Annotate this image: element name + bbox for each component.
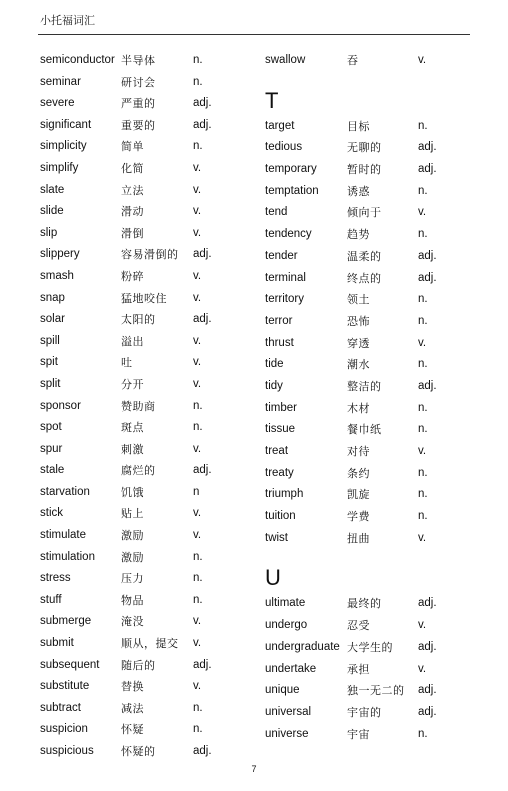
vocab-entry (40, 633, 240, 655)
vocab-word: submerge (40, 615, 92, 628)
vocab-translation: 宇宙 (347, 727, 370, 741)
vocab-translation: 腐烂的 (121, 464, 156, 478)
vocab-part-of-speech: n. (193, 421, 203, 434)
vocab-part-of-speech: adj. (193, 248, 212, 261)
vocab-translation: 怀疑 (121, 723, 144, 737)
vocab-word: tidy (265, 379, 283, 392)
vocab-part-of-speech: v. (193, 377, 202, 390)
vocab-part-of-speech: adj. (418, 705, 437, 718)
vocab-word: swallow (265, 54, 306, 66)
vocab-part-of-speech: v. (418, 445, 427, 457)
vocab-word: stimulate (40, 529, 87, 542)
vocab-word: spit (40, 356, 58, 369)
vocab-part-of-speech: n. (418, 423, 428, 436)
vocab-part-of-speech: n. (418, 466, 428, 479)
vocab-translation: 太阳的 (121, 313, 156, 327)
vocab-translation: 贴上 (121, 507, 144, 521)
vocab-word: subsequent (40, 658, 100, 671)
vocab-entry (40, 72, 240, 94)
vocab-entry (265, 528, 465, 550)
vocab-entry (265, 311, 465, 333)
vocab-word: spot (40, 421, 62, 434)
vocab-entry (265, 137, 465, 159)
vocab-word: treat (265, 445, 289, 457)
vocab-translation: 猛地咬住 (121, 291, 167, 305)
vocab-translation: 恐怖 (347, 314, 370, 328)
vocab-translation: 替换 (121, 680, 144, 694)
vocab-entry (40, 374, 240, 396)
section-letter-u: U (265, 565, 281, 591)
vocab-translation: 激励 (121, 550, 144, 564)
vocab-word: stick (40, 507, 63, 520)
right-column (265, 50, 465, 745)
vocab-word: temporary (265, 163, 317, 176)
vocab-part-of-speech: adj. (418, 640, 437, 653)
vocab-entry (265, 268, 465, 290)
vocab-word: tuition (265, 510, 296, 523)
vocab-word: significant (40, 118, 92, 131)
vocab-word: tendency (265, 228, 312, 241)
vocab-entry (40, 201, 240, 223)
vocab-entry (40, 309, 240, 331)
vocab-word: timber (265, 401, 297, 414)
vocab-translation: 木材 (347, 401, 370, 415)
vocab-part-of-speech: n. (418, 510, 428, 523)
vocab-entry (265, 202, 465, 224)
vocab-entry (40, 503, 240, 525)
vocab-word: tedious (265, 141, 303, 154)
vocab-part-of-speech: n. (193, 723, 203, 736)
vocab-part-of-speech: n. (193, 572, 203, 585)
vocab-entry (40, 676, 240, 698)
vocab-word: subtract (40, 701, 81, 714)
vocab-entry (40, 93, 240, 115)
vocab-word: slippery (40, 248, 80, 261)
vocab-part-of-speech: v. (193, 442, 202, 455)
vocab-entry (40, 115, 240, 137)
vocab-translation: 斑点 (121, 421, 144, 435)
vocab-translation: 潮水 (347, 358, 370, 372)
vocab-entry (40, 417, 240, 439)
vocab-entry (265, 289, 465, 311)
vocab-word: terror (265, 314, 293, 327)
vocab-part-of-speech: n. (193, 140, 203, 153)
vocab-part-of-speech: v. (418, 336, 427, 349)
vocab-word: substitute (40, 680, 90, 693)
vocab-part-of-speech: v. (418, 619, 427, 632)
vocab-part-of-speech: adj. (193, 745, 212, 757)
vocab-part-of-speech: v. (193, 637, 202, 650)
page-number: 7 (251, 764, 257, 774)
vocab-word: sponsor (40, 399, 81, 412)
vocab-translation: 容易滑倒的 (121, 248, 179, 262)
vocab-entry (40, 525, 240, 547)
vocab-part-of-speech: v. (193, 161, 202, 174)
vocab-translation: 忍受 (347, 619, 370, 633)
vocab-part-of-speech: adj. (418, 249, 437, 262)
vocab-part-of-speech: v. (193, 226, 202, 239)
vocab-part-of-speech: n. (418, 358, 428, 371)
vocab-translation: 穿透 (347, 336, 370, 350)
vocab-translation: 压力 (121, 572, 144, 586)
vocab-part-of-speech: n. (418, 314, 428, 327)
vocab-translation: 减法 (121, 701, 144, 715)
vocab-translation: 餐巾纸 (347, 423, 382, 437)
vocab-translation: 目标 (347, 119, 370, 133)
vocab-translation: 宇宙的 (347, 705, 382, 719)
vocab-part-of-speech: n. (193, 593, 203, 606)
vocab-translation: 倾向于 (347, 206, 382, 220)
vocab-part-of-speech: adj. (193, 464, 212, 477)
vocab-entry (265, 333, 465, 355)
vocab-part-of-speech: n. (418, 488, 428, 501)
vocab-part-of-speech: v. (193, 183, 202, 196)
vocab-word: stuff (40, 593, 62, 606)
vocab-entry (265, 484, 465, 506)
vocab-part-of-speech: v. (418, 531, 427, 544)
vocab-translation: 领土 (347, 293, 370, 307)
vocab-part-of-speech: v. (193, 680, 202, 693)
vocab-translation: 简单 (121, 140, 144, 154)
vocab-part-of-speech: adj. (418, 141, 437, 154)
header-divider (38, 34, 470, 35)
vocab-word: terminal (265, 271, 306, 284)
vocab-translation: 吐 (121, 356, 133, 370)
vocab-word: territory (265, 293, 304, 306)
vocab-entry (265, 50, 465, 72)
vocab-word: smash (40, 269, 74, 282)
vocab-word: submit (40, 637, 74, 650)
vocab-part-of-speech: n. (418, 184, 428, 197)
vocab-word: triumph (265, 488, 304, 501)
vocab-entry (40, 396, 240, 418)
vocab-word: undertake (265, 662, 317, 675)
vocab-word: slate (40, 183, 65, 196)
vocab-translation: 学费 (347, 510, 370, 524)
vocab-part-of-speech: n. (193, 75, 203, 88)
vocab-word: slide (40, 205, 64, 218)
vocab-entry (265, 246, 465, 268)
vocab-word: unique (265, 684, 300, 697)
vocab-word: spill (40, 334, 60, 347)
vocab-translation: 对待 (347, 445, 370, 458)
vocab-translation: 无聊的 (347, 141, 382, 155)
vocab-entry (40, 590, 240, 612)
vocab-part-of-speech: n. (418, 119, 428, 132)
vocab-part-of-speech: adj. (193, 118, 212, 131)
vocab-part-of-speech: v. (193, 291, 202, 304)
vocab-translation: 独一无二的 (347, 684, 405, 698)
vocab-entry (40, 655, 240, 677)
vocab-entry (265, 398, 465, 420)
vocab-entry (40, 244, 240, 266)
vocab-translation: 凯旋 (347, 488, 370, 502)
page-header-title: 小托福词汇 (40, 14, 95, 27)
vocab-entry (40, 331, 240, 353)
vocab-translation: 赞助商 (121, 399, 156, 413)
vocab-entry (40, 741, 240, 763)
vocab-word: slip (40, 226, 58, 239)
vocab-word: tender (265, 249, 298, 262)
vocab-translation: 重要的 (121, 118, 156, 132)
vocab-part-of-speech: n. (418, 293, 428, 306)
vocab-word: spur (40, 442, 63, 455)
vocab-part-of-speech: n. (193, 701, 203, 714)
vocab-translation: 立法 (121, 183, 144, 197)
vocab-translation: 终点的 (347, 271, 382, 285)
vocab-word: snap (40, 291, 65, 304)
vocab-word: thrust (265, 336, 294, 349)
vocab-entry (40, 180, 240, 202)
vocab-entry (265, 680, 465, 702)
vocab-part-of-speech: adj. (418, 271, 437, 284)
vocab-part-of-speech: adj. (193, 97, 212, 110)
vocab-part-of-speech: n. (193, 550, 203, 563)
vocab-entry (40, 50, 240, 72)
vocab-entry (265, 441, 465, 463)
vocab-part-of-speech: adj. (418, 379, 437, 392)
vocab-translation: 滑倒 (121, 226, 144, 240)
vocab-translation: 顺从，提交 (121, 637, 179, 651)
vocab-part-of-speech: adj. (418, 597, 437, 610)
vocab-word: solar (40, 313, 65, 326)
vocab-translation: 饥饿 (121, 485, 144, 499)
vocab-translation: 温柔的 (347, 249, 382, 263)
vocab-translation: 化简 (121, 161, 144, 175)
vocab-entry (265, 116, 465, 138)
vocab-translation: 刺激 (121, 442, 144, 456)
vocab-word: starvation (40, 485, 90, 498)
vocab-translation: 粉碎 (121, 269, 144, 283)
vocab-word: simplify (40, 161, 79, 174)
vocab-translation: 整洁的 (347, 379, 382, 393)
vocab-translation: 吞 (347, 54, 359, 67)
vocab-word: temptation (265, 184, 319, 197)
vocab-word: severe (40, 97, 75, 110)
vocab-translation: 物品 (121, 593, 144, 607)
vocab-entry (265, 159, 465, 181)
vocab-translation: 趋势 (347, 228, 370, 242)
vocab-translation: 诱惑 (347, 184, 370, 198)
vocab-translation: 条约 (347, 466, 370, 480)
vocab-part-of-speech: n. (418, 228, 428, 241)
vocab-word: simplicity (40, 140, 87, 153)
vocab-word: universe (265, 727, 309, 740)
vocab-translation: 滑动 (121, 205, 144, 219)
left-column (40, 50, 240, 763)
vocab-translation: 激励 (121, 529, 144, 543)
vocab-word: universal (265, 705, 312, 718)
vocab-word: stress (40, 572, 71, 585)
vocab-entry (265, 419, 465, 441)
vocab-part-of-speech: v. (193, 507, 202, 520)
vocab-entry (265, 702, 465, 724)
vocab-entry (40, 611, 240, 633)
vocab-word: tissue (265, 423, 296, 436)
vocab-part-of-speech: v. (193, 356, 202, 369)
vocab-word: stale (40, 464, 65, 477)
vocab-word: twist (265, 531, 288, 544)
vocab-entry (265, 615, 465, 637)
vocab-part-of-speech: v. (193, 529, 202, 542)
vocab-translation: 随后的 (121, 658, 156, 672)
vocab-translation: 暂时的 (347, 163, 382, 177)
vocab-word: suspicion (40, 723, 88, 736)
vocab-entry (40, 158, 240, 180)
vocab-entry (265, 354, 465, 376)
vocab-part-of-speech: v. (418, 662, 427, 675)
vocab-translation: 承担 (347, 662, 370, 676)
vocab-part-of-speech: adj. (193, 313, 212, 326)
vocab-entry (40, 568, 240, 590)
vocab-entry (40, 223, 240, 245)
vocab-part-of-speech: v. (418, 54, 427, 66)
vocab-entry (265, 724, 465, 746)
vocab-entry (40, 719, 240, 741)
vocab-word: seminar (40, 75, 81, 88)
vocab-translation: 最终的 (347, 597, 382, 611)
vocab-entry (265, 506, 465, 528)
vocab-translation: 严重的 (121, 97, 156, 111)
vocab-part-of-speech: n. (418, 727, 428, 740)
vocab-part-of-speech: v. (193, 615, 202, 628)
vocab-entry (40, 482, 240, 504)
vocab-entry (265, 376, 465, 398)
vocab-part-of-speech: v. (193, 205, 202, 218)
vocab-word: tend (265, 206, 288, 219)
vocab-entry (40, 460, 240, 482)
vocab-word: ultimate (265, 597, 306, 610)
vocab-word: semiconductor (40, 54, 115, 66)
vocab-translation: 怀疑的 (121, 745, 156, 758)
vocab-word: suspicious (40, 745, 94, 757)
vocab-translation: 大学生的 (347, 640, 393, 654)
vocab-entry (40, 266, 240, 288)
vocab-entry (40, 136, 240, 158)
vocab-part-of-speech: n. (418, 401, 428, 414)
vocab-translation: 分开 (121, 377, 144, 391)
section-heading-u (265, 549, 465, 593)
vocab-part-of-speech: v. (193, 334, 202, 347)
vocab-word: stimulation (40, 550, 95, 563)
vocab-entry (265, 181, 465, 203)
vocab-part-of-speech: adj. (418, 684, 437, 697)
vocab-part-of-speech: adj. (193, 658, 212, 671)
vocab-word: undergo (265, 619, 308, 632)
vocab-translation: 研讨会 (121, 75, 156, 89)
vocab-entry (40, 288, 240, 310)
vocab-part-of-speech: n (193, 485, 200, 498)
vocab-translation: 溢出 (121, 334, 144, 348)
vocab-word: treaty (265, 466, 294, 479)
vocab-part-of-speech: n. (193, 399, 203, 412)
vocab-entry (40, 352, 240, 374)
vocab-part-of-speech: n. (193, 54, 203, 66)
vocab-translation: 半导体 (121, 54, 156, 67)
vocab-translation: 淹没 (121, 615, 144, 629)
vocab-entry (265, 224, 465, 246)
vocab-entry (265, 659, 465, 681)
vocab-word: undergraduate (265, 640, 340, 653)
vocab-word: tide (265, 358, 284, 371)
vocab-word: target (265, 119, 295, 132)
vocab-part-of-speech: adj. (418, 163, 437, 176)
vocab-entry (265, 637, 465, 659)
vocab-part-of-speech: v. (418, 206, 427, 219)
vocab-word: split (40, 377, 61, 390)
vocab-entry (40, 698, 240, 720)
vocab-entry (265, 593, 465, 615)
vocab-entry (265, 463, 465, 485)
section-letter-t: T (265, 87, 279, 113)
vocab-part-of-speech: v. (193, 269, 202, 282)
section-heading-t (265, 72, 465, 116)
vocab-translation: 扭曲 (347, 531, 370, 545)
vocab-entry (40, 547, 240, 569)
vocab-entry (40, 439, 240, 461)
